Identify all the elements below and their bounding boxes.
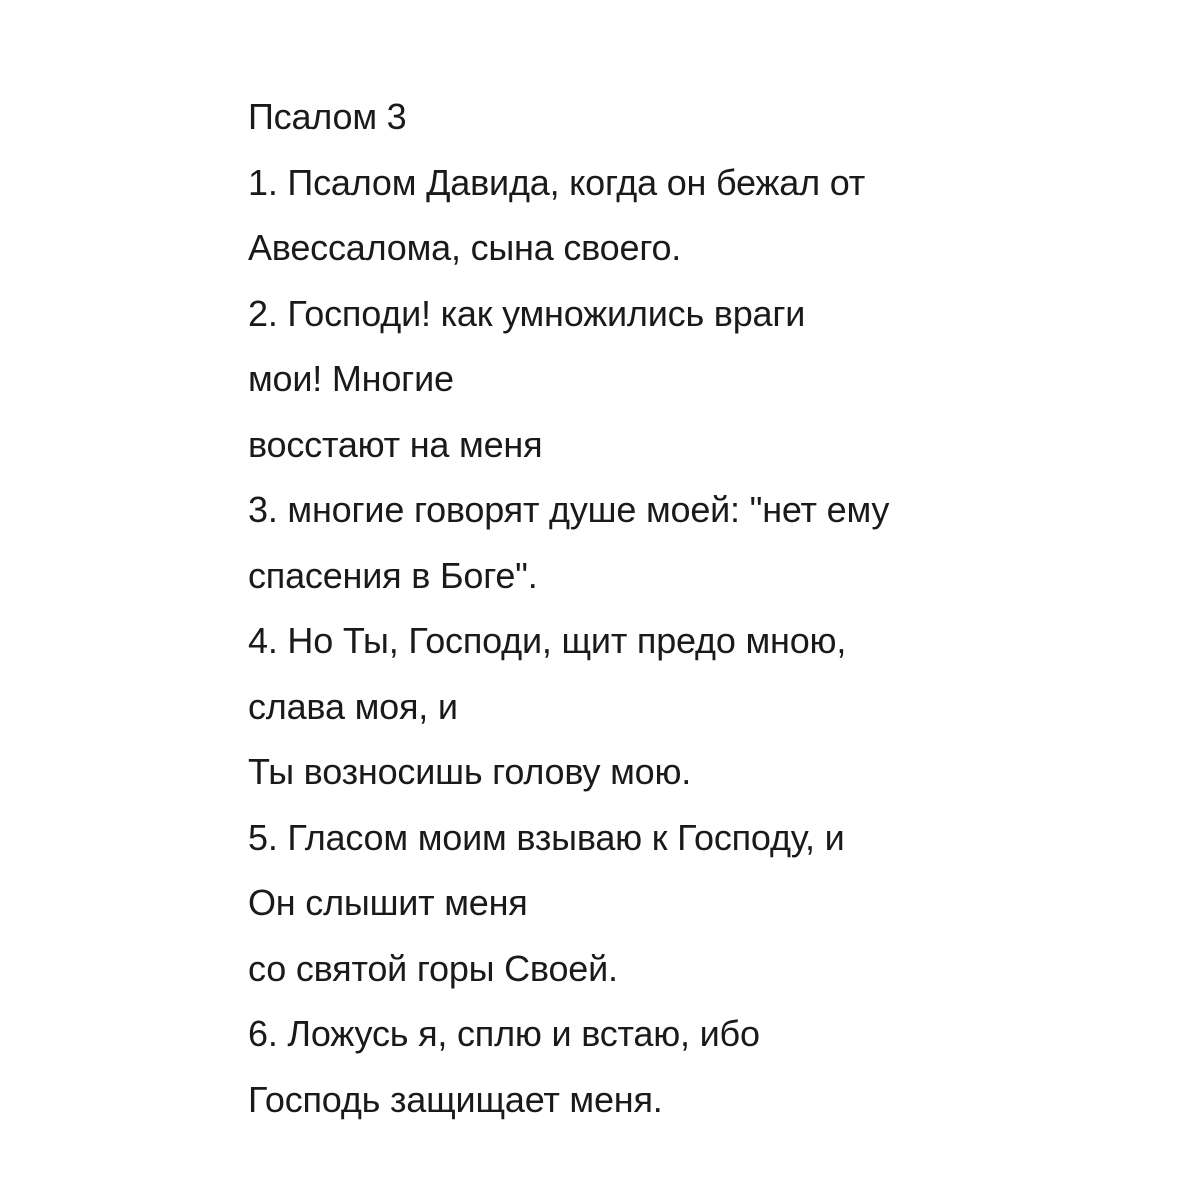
text-line: 1. Псалом Давида, когда он бежал от	[248, 161, 866, 203]
text-line: слава моя, и	[248, 685, 458, 727]
text-line: 3. многие говорят душе моей: "нет ему	[248, 489, 890, 530]
text-line: Авессалома, сына своего.	[248, 227, 682, 268]
text-line: со святой горы Своей.	[248, 947, 618, 989]
text-line: Господь защищает меня.	[248, 1078, 663, 1120]
text-line: 2. Господи! как умножились враги	[248, 292, 806, 334]
psalm-title: Псалом 3	[248, 96, 407, 137]
text-line: восстают на меня	[248, 423, 543, 465]
text-line: Ты возносишь голову мою.	[248, 751, 692, 792]
text-line: Он слышит меня	[248, 882, 528, 923]
text-line: спасения в Боге".	[248, 554, 538, 596]
text-line: мои! Многие	[248, 358, 454, 399]
text-line: 5. Гласом моим взываю к Господу, и	[248, 816, 845, 858]
text-line: 4. Но Ты, Господи, щит предо мною,	[248, 620, 847, 661]
psalm-text	[248, 84, 1148, 1132]
text-line: 6. Ложусь я, сплю и встаю, ибо	[248, 1013, 760, 1054]
